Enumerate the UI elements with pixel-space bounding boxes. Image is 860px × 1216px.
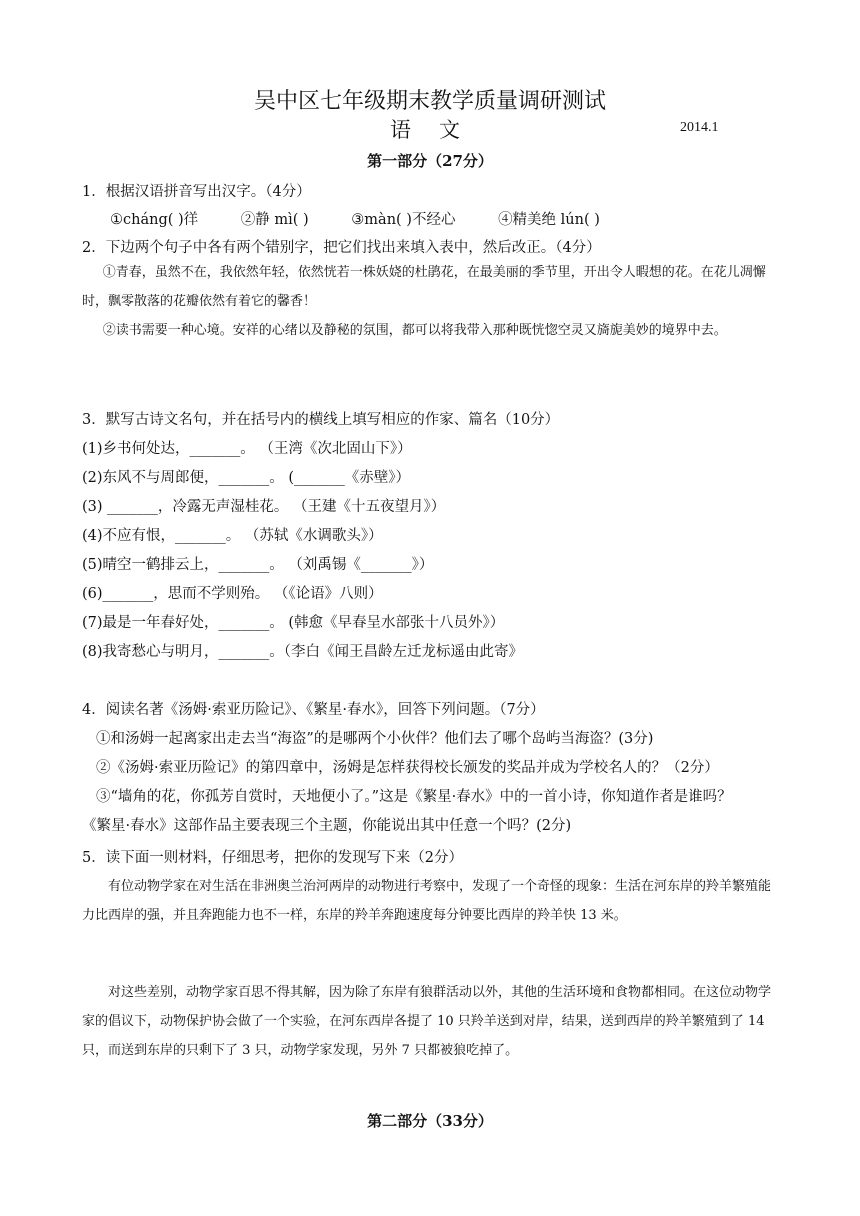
q3-line-6: (6)_______，思而不学则殆。 （《论语》八则） — [82, 586, 383, 602]
q5-paragraph-1: 有位动物学家在对生活在非洲奥兰治河两岸的动物进行考察中，发现了一个奇怪的现象：生活在河东岸的羚羊繁殖能力比西岸的强，并且奔跑能力也不一样，东岸的羚羊奔跑速度每分钟要比西岸的羚羊快 13 米。 — [82, 879, 772, 923]
q5-paragraph-2: 对这些差别，动物学家百思不得其解，因为除了东岸有狼群活动以外，其他的生活环境和食物都相同。在这位动物学家的倡议下，动物保护协会做了一个实验，在河东西岸各提了 10 只羚羊送到对岸，结果，送到西岸的羚羊繁殖到了 14 只，而送到东岸的只剩下了 3 只，动物学家发现，另外 7 只都被狼吃掉了。 — [82, 985, 772, 1058]
q1-item-3: ③màn( )不经心 — [351, 212, 456, 228]
q3-line-4: (4)不应有恨，_______。 （苏轼《水调歌头》） — [82, 528, 383, 544]
q4-part-b: ②《汤姆·索亚历险记》的第四章中，汤姆是怎样获得校长颁发的奖品并成为学校名人的？（2分） — [96, 760, 719, 776]
q2-sentence-2: ②读书需要一种心境。安祥的心绪以及静秘的氛围，都可以将我带入那种既恍惚空灵又旖旎美妙的境界中去。 — [102, 323, 727, 338]
q3-line-3: (3) _______，冷露无声湿桂花。 （王建《十五夜望月》） — [82, 499, 446, 515]
q3-line-5: (5)晴空一鹤排云上，_______。 （刘禹锡《_______》） — [82, 557, 434, 573]
q4-part-a: ①和汤姆一起离家出走去当“海盗”的是哪两个小伙伴？他们去了哪个岛屿当海盗？(3分) — [96, 731, 654, 747]
part2-heading: 第二部分（33分） — [367, 1112, 493, 1130]
q4-part-c-line2: 《繁星·春水》这部作品主要表现三个主题，你能说出其中任意一个吗？(2分) — [82, 818, 572, 834]
q1-item-2: ②静 mì( ) — [240, 212, 309, 228]
q3-line-2: (2)东风不与周郎便，_______。 (_______《赤壁》） — [82, 470, 411, 486]
q2-prompt: 2．下边两个句子中各有两个错别字，把它们找出来填入表中，然后改正。（4分） — [82, 240, 601, 256]
q3-line-1: (1)乡书何处达，_______。 （王湾《次北固山下》） — [82, 441, 412, 457]
q5-prompt: 5．读下面一则材料，仔细思考，把你的发现写下来（2分） — [82, 850, 463, 866]
subject-label: 语文 — [390, 118, 488, 142]
q3-prompt: 3．默写古诗文名句，并在括号内的横线上填写相应的作家、篇名（10分） — [82, 412, 560, 428]
exam-date: 2014.1 — [680, 120, 719, 135]
q2-sentence-1: ①青春，虽然不在，我依然年轻，依然恍若一株妖娆的杜鹃花，在最美丽的季节里，开出令人暇想的花。在花儿凋懈时，飘零散落的花瓣依然有着它的馨香！ — [82, 265, 766, 309]
q4-part-c-line1: ③“墙角的花，你孤芳自赏时，天地便小了。”这是《繁星·春水》中的一首小诗，你知道作者是谁吗？ — [96, 789, 732, 805]
q1-prompt: 1．根据汉语拼音写出汉字。（4分） — [82, 184, 311, 200]
q3-line-7: (7)最是一年春好处，_______。 (韩愈《早春呈水部张十八员外》） — [82, 615, 505, 631]
q1-item-4: ④精美绝 lún( ) — [498, 212, 600, 228]
q3-line-8: (8)我寄愁心与明月，_______。（李白《闻王昌龄左迁龙标遥由此寄》 — [82, 644, 524, 660]
part1-heading: 第一部分（27分） — [367, 152, 493, 170]
q1-item-1: ①cháng( )徉 — [110, 212, 199, 228]
q1-items — [110, 208, 638, 229]
exam-title: 吴中区七年级期末教学质量调研测试 — [253, 89, 606, 114]
q4-prompt: 4．阅读名著《汤姆·索亚历险记》、《繁星·春水》，回答下列问题。（7分） — [82, 702, 545, 718]
